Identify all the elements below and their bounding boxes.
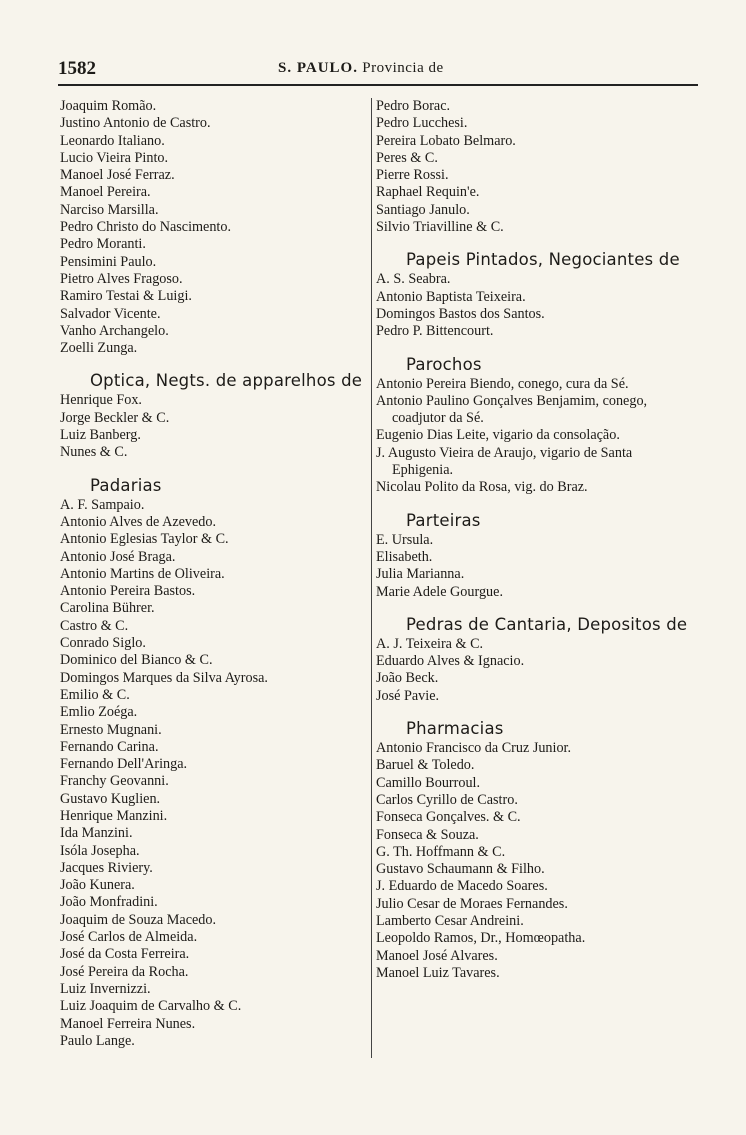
section-heading-parteiras: Parteiras xyxy=(406,510,481,530)
directory-entry: Fernando Dell'Aringa. xyxy=(60,756,188,773)
directory-entry: Manoel José Ferraz. xyxy=(60,167,175,184)
directory-entry: Leopoldo Ramos, Dr., Homœopatha. xyxy=(376,930,586,947)
directory-entry: Peres & C. xyxy=(376,149,438,166)
directory-entry: Pedro Moranti. xyxy=(60,236,146,253)
directory-entry: Nicolau Polito da Rosa, vig. do Braz. xyxy=(376,479,588,496)
directory-entry: Silvio Triavilline & C. xyxy=(376,219,504,236)
section-heading-parochos: Parochos xyxy=(406,354,482,374)
directory-entry: Domingos Marques da Silva Ayrosa. xyxy=(60,669,268,686)
directory-entry: Emilio & C. xyxy=(60,686,130,703)
directory-entry: Fonseca Gonçalves. & C. xyxy=(376,809,521,826)
directory-entry: Eugenio Dias Leite, vigario da consolação. xyxy=(376,427,620,444)
directory-entry: Pierre Rossi. xyxy=(376,167,449,184)
directory-entry: Antonio Eglesias Taylor & C. xyxy=(60,531,229,548)
directory-entry: Carolina Bührer. xyxy=(60,600,155,617)
directory-entry: Manoel Ferreira Nunes. xyxy=(60,1015,196,1032)
directory-entry: Gustavo Kuglien. xyxy=(60,790,161,807)
directory-entry: José Pavie. xyxy=(376,687,440,704)
directory-entry: João Beck. xyxy=(376,670,439,687)
header-rule xyxy=(58,84,698,86)
directory-entry: Pietro Alves Fragoso. xyxy=(60,270,183,287)
directory-entry: Antonio Baptista Teixeira. xyxy=(376,288,526,305)
running-title xyxy=(278,60,444,77)
page-header xyxy=(58,58,698,84)
directory-entry: A. S. Seabra. xyxy=(376,271,451,288)
directory-entry: Justino Antonio de Castro. xyxy=(60,115,211,132)
directory-entry: Salvador Vicente. xyxy=(60,305,161,322)
directory-entry: Henrique Manzini. xyxy=(60,807,168,824)
directory-entry: Henrique Fox. xyxy=(60,392,142,409)
directory-entry: Julio Cesar de Moraes Fernandes. xyxy=(376,895,568,912)
directory-entry: Elisabeth. xyxy=(376,548,433,565)
directory-entry: José Pereira da Rocha. xyxy=(60,963,189,980)
directory-entry: Leonardo Italiano. xyxy=(60,132,165,149)
directory-entry: Dominico del Bianco & C. xyxy=(60,652,213,669)
directory-entry: Antonio Pereira Biendo, conego, cura da Sé. xyxy=(376,375,629,392)
directory-entry: Pensimini Paulo. xyxy=(60,253,157,270)
directory-entry: Joaquim de Souza Macedo. xyxy=(60,911,217,928)
directory-entry: Marie Adele Gourgue. xyxy=(376,583,503,600)
section-heading-pedras-de-cantaria-depositos-de: Pedras de Cantaria, Depositos de xyxy=(406,614,688,634)
right-column xyxy=(376,98,696,982)
column-divider xyxy=(371,98,372,1058)
directory-entry: Pedro Borac. xyxy=(376,98,451,114)
directory-entry: E. Ursula. xyxy=(376,531,434,548)
directory-entry: Pedro Lucchesi. xyxy=(376,115,468,132)
directory-entry: Nunes & C. xyxy=(60,444,128,461)
page-number: 1582 xyxy=(58,58,96,79)
directory-entry: Santiago Janulo. xyxy=(376,201,470,218)
city-name: S. PAULO. xyxy=(278,60,358,76)
directory-entry: Narciso Marsilla. xyxy=(60,201,159,218)
directory-entry: Ramiro Testai & Luigi. xyxy=(60,288,192,305)
directory-entry: Julia Marianna. xyxy=(376,566,465,583)
directory-entry: Manoel José Alvares. xyxy=(376,947,498,964)
directory-entry: Fonseca & Souza. xyxy=(376,826,479,843)
directory-entry: Jorge Beckler & C. xyxy=(60,409,170,426)
directory-entry: Jacques Riviery. xyxy=(60,859,153,876)
directory-entry: Ernesto Mugnani. xyxy=(60,721,162,738)
directory-entry: Antonio Alves de Azevedo. xyxy=(60,513,217,530)
directory-entry: João Kunera. xyxy=(60,877,135,894)
directory-entry: Raphael Requin'e. xyxy=(376,184,480,201)
directory-entry: Manoel Pereira. xyxy=(60,184,151,201)
directory-entry: A. F. Sampaio. xyxy=(60,496,145,513)
directory-entry: Luiz Invernizzi. xyxy=(60,980,151,997)
directory-entry: Luiz Banberg. xyxy=(60,427,141,444)
directory-entry: J. Eduardo de Macedo Soares. xyxy=(376,878,548,895)
directory-entry: Pereira Lobato Belmaro. xyxy=(376,132,516,149)
directory-entry: Carlos Cyrillo de Castro. xyxy=(376,791,518,808)
directory-entry: Zoelli Zunga. xyxy=(60,340,138,357)
section-heading-papeis-pintados-negociantes-de: Papeis Pintados, Negociantes de xyxy=(406,250,680,270)
directory-entry: Antonio Pereira Bastos. xyxy=(60,583,196,600)
section-heading-pharmacias: Pharmacias xyxy=(406,719,504,739)
left-column xyxy=(60,98,363,1050)
directory-entry: Antonio José Braga. xyxy=(60,548,176,565)
directory-entry: Gustavo Schaumann & Filho. xyxy=(376,861,545,878)
directory-entry: Vanho Archangelo. xyxy=(60,322,169,339)
directory-entry: Franchy Geovanni. xyxy=(60,773,169,790)
section-heading-padarias: Padarias xyxy=(90,475,162,495)
directory-entry: Pedro Christo do Nascimento. xyxy=(60,219,232,236)
directory-entry: Manoel Luiz Tavares. xyxy=(376,964,500,981)
directory-entry: Emlio Zoéga. xyxy=(60,704,138,721)
directory-entry: Lamberto Cesar Andreini. xyxy=(376,912,524,929)
directory-entry: A. J. Teixeira & C. xyxy=(376,635,484,652)
directory-entry: João Monfradini. xyxy=(60,894,158,911)
section-heading-optica-negts-de-apparelhos-de: Optica, Negts. de apparelhos de xyxy=(90,371,363,391)
directory-entry: Domingos Bastos dos Santos. xyxy=(376,305,545,322)
directory-entry: Lucio Vieira Pinto. xyxy=(60,149,169,166)
directory-entry: José Carlos de Almeida. xyxy=(60,929,198,946)
directory-entry: Baruel & Toledo. xyxy=(376,757,475,774)
directory-entry: Isóla Josepha. xyxy=(60,842,140,859)
directory-entry: J. Augusto Vieira de Araujo, vigario de Santa Ephigenia. xyxy=(376,444,633,479)
directory-entry: Antonio Francisco da Cruz Junior. xyxy=(376,740,572,757)
directory-entry: Castro & C. xyxy=(60,617,129,634)
directory-entry: Eduardo Alves & Ignacio. xyxy=(376,653,525,670)
directory-entry: Camillo Bourroul. xyxy=(376,774,481,791)
directory-entry: Fernando Carina. xyxy=(60,738,159,755)
directory-entry: Antonio Paulino Gonçalves Benjamim, conego, coadjutor da Sé. xyxy=(376,392,648,427)
directory-entry: Luiz Joaquim de Carvalho & C. xyxy=(60,998,242,1015)
directory-entry: José da Costa Ferreira. xyxy=(60,946,190,963)
province-label: Provincia de xyxy=(362,60,444,76)
directory-entry: Paulo Lange. xyxy=(60,1032,135,1049)
directory-entry: G. Th. Hoffmann & C. xyxy=(376,843,506,860)
directory-entry: Joaquim Romão. xyxy=(60,98,157,114)
directory-entry: Pedro P. Bittencourt. xyxy=(376,323,494,340)
directory-entry: Antonio Martins de Oliveira. xyxy=(60,565,225,582)
directory-entry: Conrado Siglo. xyxy=(60,635,146,652)
directory-entry: Ida Manzini. xyxy=(60,825,133,842)
